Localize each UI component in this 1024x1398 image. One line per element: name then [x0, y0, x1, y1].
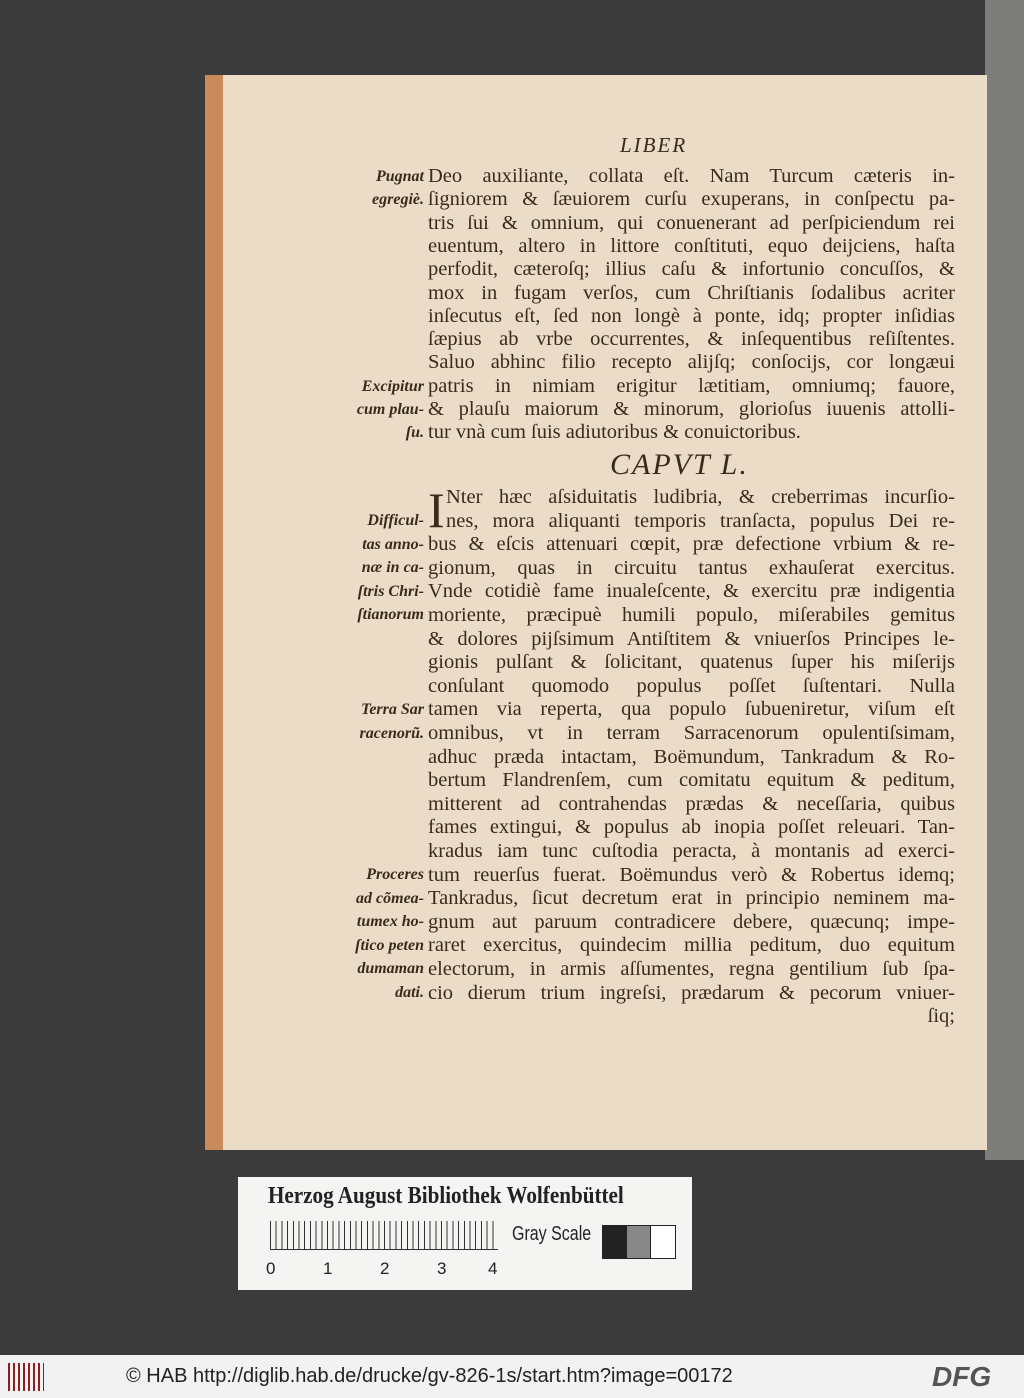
marginal-note: næ in ca- [361, 559, 424, 576]
gray-swatch-black [602, 1225, 628, 1259]
text-line: Saluo abhinc filio recepto alijſq; conſocijs, cor longæui [428, 351, 955, 374]
marginal-note: ſu. [405, 424, 424, 441]
footer-bar [0, 1355, 1024, 1398]
text-line: Deo auxiliante, collata eſt. Nam Turcum cæteris in- [428, 165, 955, 187]
marginal-note: tumex ho- [356, 913, 424, 930]
chapter-heading: CAPVT L. [610, 448, 749, 481]
ruler-number: 1 [323, 1259, 333, 1278]
text-line: euentum, altero in littore conſtituti, equo deijciens, haſta [428, 234, 955, 257]
marginal-note: cum plau- [356, 401, 424, 418]
text-line: fames extingui, & populus ab inopia poſſet releuari. Tan- [428, 816, 955, 839]
text-line: electorum, in armis aſſumentes, regna gentilium ſub ſpa- [428, 958, 955, 980]
text-line: raret exercitus, quindecim millia peditum, duo equitum [428, 934, 955, 957]
text-line: tris ſui & omnium, qui conuenerant ad perſpiciendum rei [428, 211, 955, 234]
text-line: mox in fugam verſos, cum Chriſtianis ſodalibus acriter [428, 281, 955, 304]
barcode-icon [8, 1363, 44, 1391]
marginal-note: Terra Sar [361, 701, 424, 718]
text-line: tamen via reperta, qua populo ſubueniretur, viſum eſt [428, 698, 955, 721]
text-line: patris in nimiam erigitur lætitiam, omniumq; fauore, [428, 374, 955, 397]
ruler-number: 4 [488, 1259, 498, 1278]
marginal-note: Pugnat [375, 168, 424, 185]
text-line: inſecutus eſt, ſed non longè à ponte, idq; propter inſidias [428, 304, 955, 327]
text-line: & dolores pijſsimum Antiſtitem & vniuerſos Principes le- [428, 627, 955, 650]
marginal-note: racenorũ. [359, 725, 424, 742]
drop-cap: I [428, 482, 445, 538]
page-edge [205, 75, 223, 1150]
marginal-note: dumaman [357, 960, 424, 977]
marginal-note: Excipitur [361, 378, 424, 395]
ruler [270, 1221, 498, 1250]
text-line: perfodit, cæteroſq; illius caſu & infortunio concuſſos, & [428, 258, 955, 281]
marginal-note: ſtris Chri- [357, 583, 424, 600]
text-line: tum reuerſus fuerat. Boëmundus verò & Robertus idemq; [428, 863, 955, 886]
dfg-logo: DFG [932, 1361, 992, 1392]
text-line: & plauſu maiorum & minorum, glorioſus iuuenis attolli- [428, 398, 955, 420]
text-line: omnibus, vt in terram Sarracenorum opulentiſsimam, [428, 722, 955, 744]
gray-swatch-white [650, 1225, 676, 1259]
text-line: gionum, quas in circuitu tantus exhauſerat exercitus. [428, 556, 955, 579]
marginal-note: egregiè. [372, 191, 424, 208]
ruler-number: 2 [380, 1259, 390, 1278]
text-line: Tankradus, ſicut decretum erat in principio neminem ma- [428, 887, 955, 910]
ruler-number: 0 [266, 1259, 276, 1278]
marginal-note: tas anno- [362, 536, 424, 553]
color-calibration-card [238, 1177, 692, 1290]
text-line: ſæpius ab vrbe occurrentes, & inſequentibus reſiſtentes. [428, 328, 955, 351]
text-line: cio dierum trium ingreſsi, prædarum & pecorum vniuer- [428, 981, 955, 1004]
marginal-note: dati. [395, 984, 424, 1001]
library-name: Herzog August Bibliothek Wolfenbüttel [268, 1183, 624, 1209]
running-header: LIBER [620, 133, 688, 157]
text-line: bus & eſcis attenuari cœpit, præ defectione vrbium & re- [428, 533, 955, 556]
marginal-note: ſtianorum [357, 606, 424, 623]
text-line: adhuc præda intactam, Boëmundum, Tankradum & Ro- [428, 745, 955, 768]
marginal-note: ſtico peten [355, 937, 424, 954]
text-line: tur vnà cum ſuis adiutoribus & conuictoribus. [428, 421, 801, 444]
adjacent-page-strip [985, 0, 1024, 1160]
text-line: Nter hæc aſsiduitatis ludibria, & creberrimas incurſio- [446, 486, 955, 508]
text-line: nes, mora aliquanti temporis tranſacta, populus Dei re- [446, 509, 955, 532]
text-line: mitterent ad contrahendas prædas & neceſſaria, quibus [428, 792, 955, 815]
ruler-number: 3 [437, 1259, 447, 1278]
gray-swatch-mid [626, 1225, 652, 1259]
marginal-note: ad cõmea- [356, 890, 424, 907]
gray-scale-label: Gray Scale [512, 1223, 592, 1245]
marginal-note: Difficul- [367, 512, 424, 529]
text-line: kradus iam tunc cuſtodia peracta, à montanis ad exerci- [428, 840, 955, 862]
text-line: ſigniorem & ſæuiorem curſu exuperans, in conſpectu pa- [428, 188, 955, 211]
permalink[interactable]: © HAB http://diglib.hab.de/drucke/gv-826-1s/start.htm?image=00172 [126, 1365, 733, 1387]
catchword: ſiq; [927, 1005, 955, 1028]
text-line: moriente, præcipuè humili populo, miſerabiles gemitus [428, 604, 955, 626]
marginal-note: Proceres [366, 866, 424, 883]
text-line: gionis pulſant & ſolicitant, quatenus ſuper his miſerijs [428, 651, 955, 674]
text-line: gnum aut paruum contradicere debere, quæcunq; impe- [428, 910, 955, 933]
text-line: conſulant quomodo populus poſſet ſuſtentari. Nulla [428, 674, 955, 697]
text-line: Vnde cotidiè fame inualeſcente, & exercitu præ indigentia [428, 580, 955, 603]
text-line: bertum Flandrenſem, cum comitatu equitum & peditum, [428, 769, 955, 792]
